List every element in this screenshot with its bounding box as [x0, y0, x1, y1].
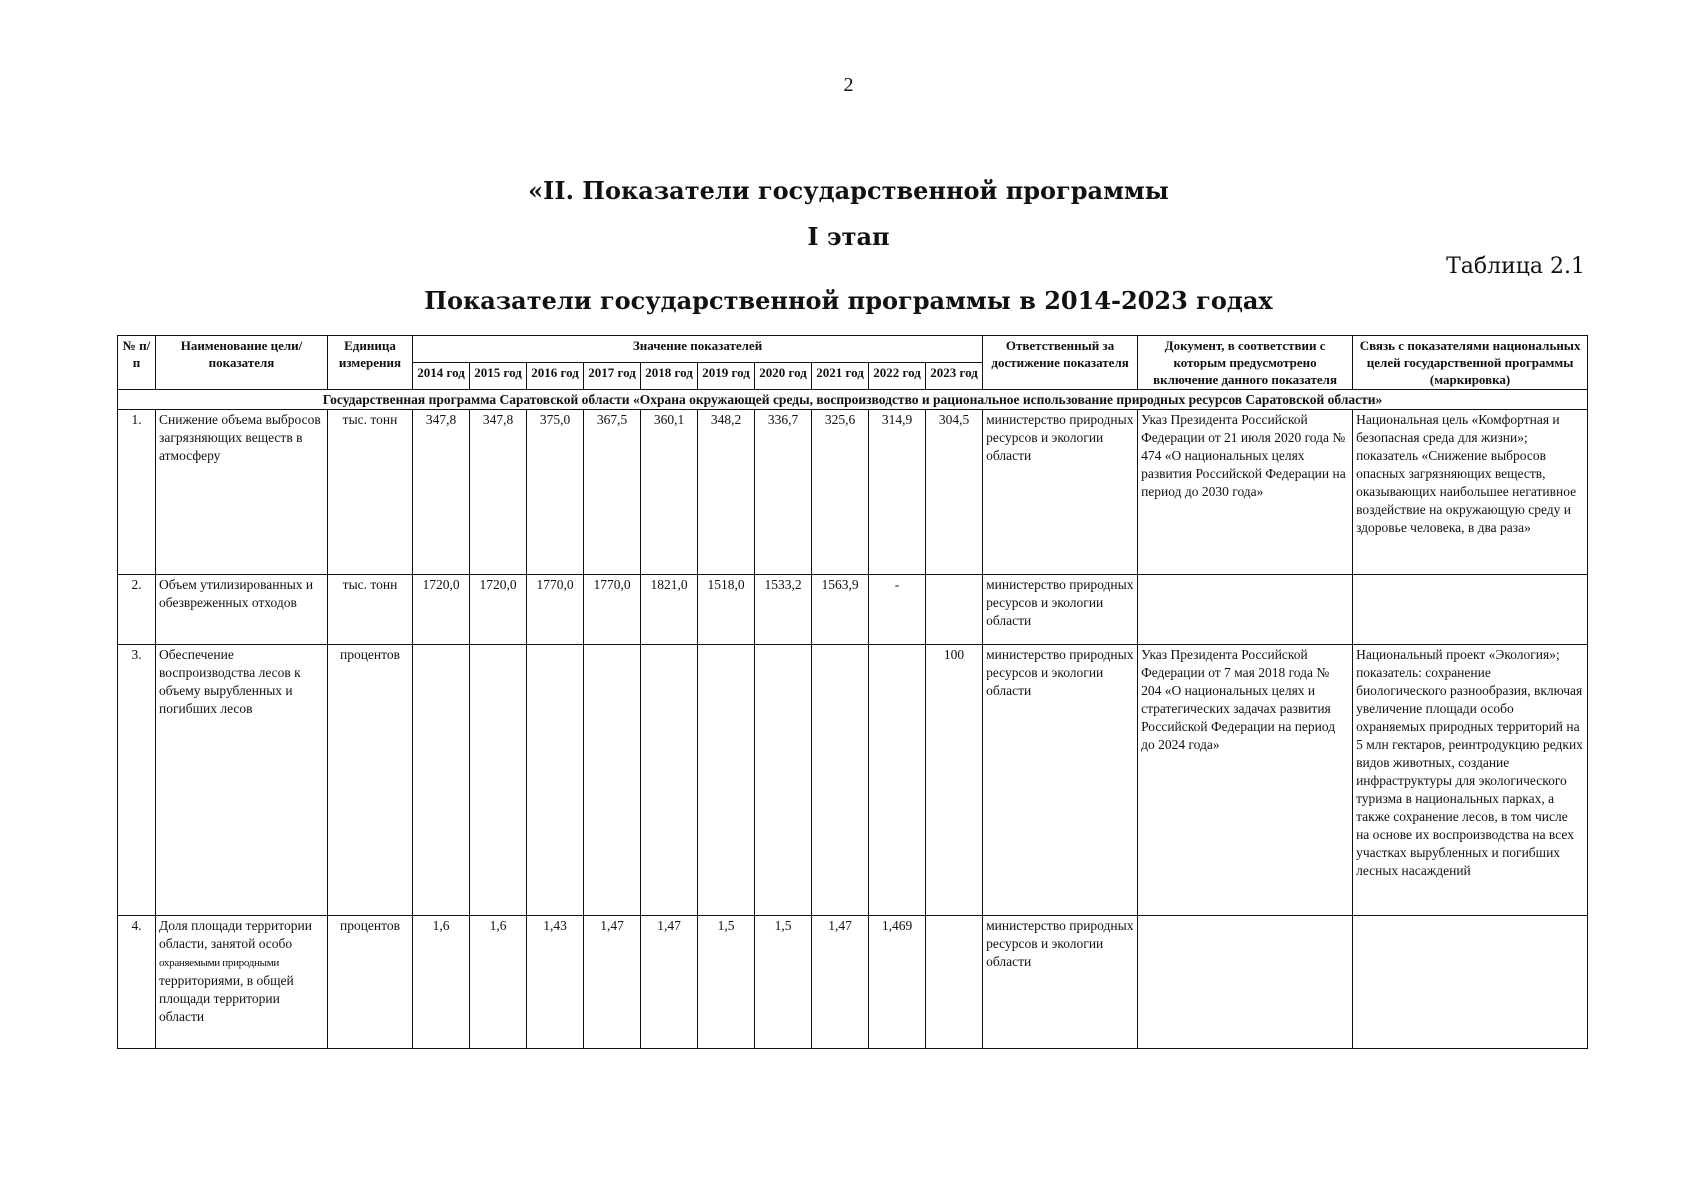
row-value — [698, 645, 755, 916]
header-year: 2018 год — [641, 363, 698, 390]
row-responsible: министерство природных ресурсов и экологии области — [983, 645, 1138, 916]
header-name: Наименование цели/показателя — [156, 336, 328, 390]
header-num: № п/п — [118, 336, 156, 390]
header-values-group: Значение показателей — [413, 336, 983, 363]
row-document: Указ Президента Российской Федерации от 7 мая 2018 года № 204 «О национальных целях и стратегических задачах развития Российской Федерации на период до 2024 года» — [1138, 645, 1353, 916]
row-value: 1,6 — [413, 916, 470, 1049]
row-value: 325,6 — [812, 410, 869, 575]
row-value: 1770,0 — [584, 575, 641, 645]
row-num: 2. — [118, 575, 156, 645]
row-value: 1,47 — [641, 916, 698, 1049]
row-value — [413, 645, 470, 916]
row-document — [1138, 575, 1353, 645]
row-value: 1,43 — [527, 916, 584, 1049]
row-value: 1,6 — [470, 916, 527, 1049]
row-value: 1,47 — [812, 916, 869, 1049]
row-num: 1. — [118, 410, 156, 575]
row-value: 1,5 — [755, 916, 812, 1049]
row-value: 314,9 — [869, 410, 926, 575]
row-unit: процентов — [328, 916, 413, 1049]
program-title: Государственная программа Саратовской области «Охрана окружающей среды, воспроизводство и рациональное использование природных ресурсов Саратовской области» — [118, 390, 1588, 410]
row-num: 3. — [118, 645, 156, 916]
header-year: 2014 год — [413, 363, 470, 390]
row-value: 336,7 — [755, 410, 812, 575]
table-row — [118, 575, 1588, 645]
row-value: 1821,0 — [641, 575, 698, 645]
header-year: 2022 год — [869, 363, 926, 390]
table-title: Показатели государственной программы в 2014-2023 годах — [424, 286, 1273, 315]
row-value — [527, 645, 584, 916]
header-row — [118, 336, 1588, 363]
row-link: Национальная цель «Комфортная и безопасная среда для жизни»; показатель «Снижение выбросов опасных загрязняющих веществ, оказывающих наибольшее негативное воздействие на окружающую среду и здоровье человека, в два раза» — [1353, 410, 1588, 575]
row-unit: тыс. тонн — [328, 410, 413, 575]
header-document: Документ, в соответствии с которым предусмотрено включение данного показателя — [1138, 336, 1353, 390]
table-row — [118, 645, 1588, 916]
row-link — [1353, 575, 1588, 645]
row-link: Национальный проект «Экология»; показатель: сохранение биологического разнообразия, включая увеличение площади особо охраняемых природных территорий на 5 млн гектаров, реинтродукцию редких видов животных, создание инфраструктуры для экологического туризма в национальных парках, а также сохранение лесов, в том числе на основе их воспроизводства на всех участках вырубленных и погибших лесных насаждений — [1353, 645, 1588, 916]
row-document: Указ Президента Российской Федерации от 21 июля 2020 года № 474 «О национальных целях развития Российской Федерации на период до 2030 года» — [1138, 410, 1353, 575]
header-year: 2017 год — [584, 363, 641, 390]
row-value — [584, 645, 641, 916]
row-name: Снижение объема выбросов загрязняющих веществ в атмосферу — [156, 410, 328, 575]
row-value: 347,8 — [413, 410, 470, 575]
row-name-part: охраняемыми природными — [159, 957, 279, 969]
row-value — [641, 645, 698, 916]
row-value — [926, 575, 983, 645]
page-number: 2 — [843, 74, 854, 96]
row-value: 1720,0 — [470, 575, 527, 645]
table-row — [118, 916, 1588, 1049]
section-title: «II. Показатели государственной программы — [528, 176, 1169, 205]
row-value: 367,5 — [584, 410, 641, 575]
row-value: 375,0 — [527, 410, 584, 575]
row-value: - — [869, 575, 926, 645]
header-year: 2015 год — [470, 363, 527, 390]
row-value: 1533,2 — [755, 575, 812, 645]
header-year: 2023 год — [926, 363, 983, 390]
header-year: 2020 год — [755, 363, 812, 390]
row-value: 1,47 — [584, 916, 641, 1049]
row-value — [926, 916, 983, 1049]
row-document — [1138, 916, 1353, 1049]
row-value: 360,1 — [641, 410, 698, 575]
row-value: 304,5 — [926, 410, 983, 575]
table-row — [118, 410, 1588, 575]
row-responsible: министерство природных ресурсов и экологии области — [983, 410, 1138, 575]
row-name-part: территориями, в общей площади территории области — [159, 973, 294, 1024]
row-value: 1,5 — [698, 916, 755, 1049]
row-num: 4. — [118, 916, 156, 1049]
row-value: 1563,9 — [812, 575, 869, 645]
row-value: 1,469 — [869, 916, 926, 1049]
header-unit: Единица измерения — [328, 336, 413, 390]
row-name — [156, 916, 328, 1049]
row-name: Объем утилизированных и обезвреженных отходов — [156, 575, 328, 645]
header-link: Связь с показателями национальных целей государственной программы (маркировка) — [1353, 336, 1588, 390]
row-value — [869, 645, 926, 916]
row-value: 1770,0 — [527, 575, 584, 645]
row-value: 1720,0 — [413, 575, 470, 645]
row-value — [812, 645, 869, 916]
row-name-part: Доля площади территории области, занятой особо — [159, 918, 312, 951]
header-year: 2019 год — [698, 363, 755, 390]
row-unit: тыс. тонн — [328, 575, 413, 645]
row-value: 1518,0 — [698, 575, 755, 645]
table-label: Таблица 2.1 — [1446, 254, 1585, 279]
program-row — [118, 390, 1588, 410]
row-unit: процентов — [328, 645, 413, 916]
header-year: 2021 год — [812, 363, 869, 390]
row-value: 347,8 — [470, 410, 527, 575]
row-value: 348,2 — [698, 410, 755, 575]
row-responsible: министерство природных ресурсов и экологии области — [983, 916, 1138, 1049]
row-responsible: министерство природных ресурсов и экологии области — [983, 575, 1138, 645]
header-year: 2016 год — [527, 363, 584, 390]
header-responsible: Ответственный за достижение показателя — [983, 336, 1138, 390]
row-value — [755, 645, 812, 916]
row-name: Обеспечение воспроизводства лесов к объему вырубленных и погибших лесов — [156, 645, 328, 916]
row-link — [1353, 916, 1588, 1049]
stage-title: I этап — [807, 222, 890, 251]
indicators-table — [117, 335, 1588, 1049]
row-value — [470, 645, 527, 916]
row-value: 100 — [926, 645, 983, 916]
